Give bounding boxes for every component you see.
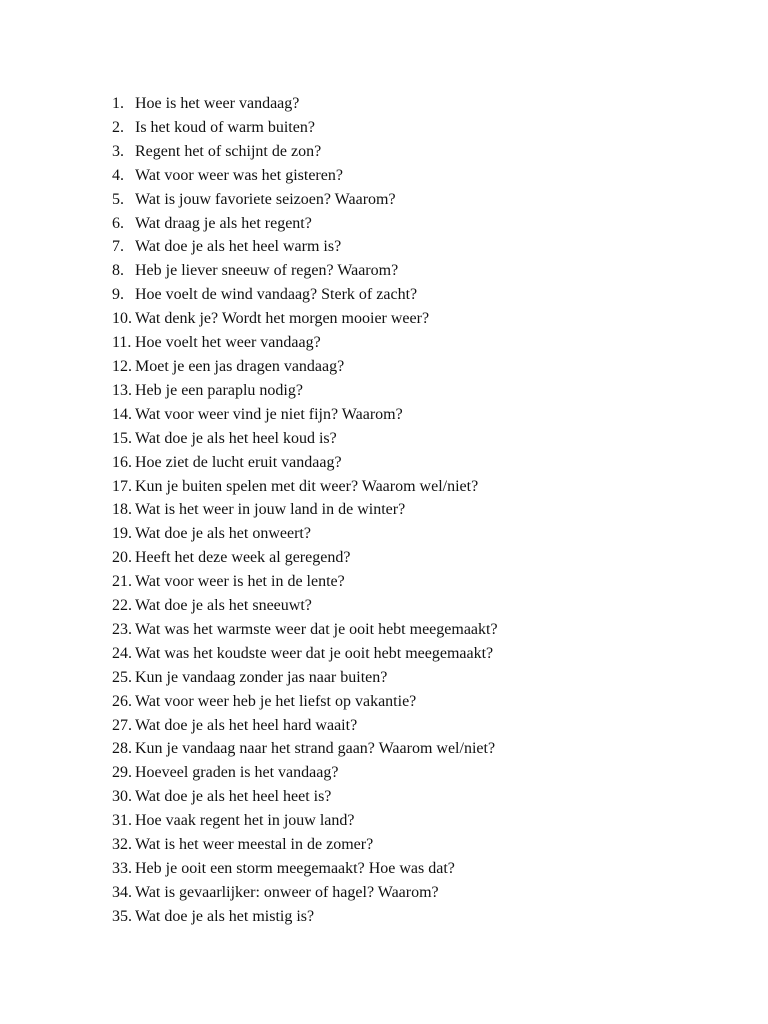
question-item: [112, 212, 498, 236]
question-number: 1.: [112, 95, 124, 112]
question-item: [112, 905, 498, 929]
question-list: [112, 92, 498, 929]
question-text: Hoe is het weer vandaag?: [135, 95, 300, 112]
question-text: Wat is het weer in jouw land in de winter?: [135, 501, 406, 519]
question-number: 7.: [112, 238, 124, 256]
question-text: Kun je vandaag zonder jas naar buiten?: [135, 668, 388, 686]
question-text: Wat voor weer heb je het liefst op vakantie?: [135, 692, 417, 710]
question-text: Wat doe je als het onweert?: [135, 525, 311, 543]
question-text: Wat denk je? Wordt het morgen mooier weer?: [135, 310, 430, 328]
question-item: [112, 164, 498, 188]
question-item: [112, 737, 498, 761]
question-number: 31.: [112, 812, 132, 830]
question-text: Wat voor weer was het gisteren?: [135, 166, 343, 184]
question-number: 16.: [112, 453, 132, 471]
question-item: [112, 188, 498, 212]
question-item: [112, 809, 498, 833]
question-text: Moet je een jas dragen vandaag?: [135, 357, 345, 375]
question-number: 9.: [112, 286, 124, 304]
question-item: [112, 331, 498, 355]
question-text: Hoe voelt het weer vandaag?: [135, 334, 321, 352]
question-number: 35.: [112, 907, 132, 925]
question-item: [112, 140, 498, 164]
question-item: [112, 116, 498, 140]
question-number: 18.: [112, 501, 132, 519]
question-number: 11.: [112, 334, 132, 352]
question-item: [112, 594, 498, 618]
question-text: Wat doe je als het mistig is?: [135, 907, 315, 925]
question-text: Wat draag je als het regent?: [135, 214, 312, 232]
question-text: Heb je liever sneeuw of regen? Waarom?: [135, 262, 399, 280]
question-item: [112, 881, 498, 905]
question-number: 19.: [112, 525, 132, 543]
question-item: [112, 833, 498, 857]
question-number: 5.: [112, 190, 124, 208]
question-number: 30.: [112, 788, 132, 806]
question-text: Heb je ooit een storm meegemaakt? Hoe was dat?: [135, 860, 455, 877]
question-item: [112, 690, 498, 714]
question-number: 28.: [112, 740, 132, 758]
question-text: Wat doe je als het heel hard waait?: [135, 716, 358, 734]
question-text: Wat voor weer vind je niet fijn? Waarom?: [135, 405, 403, 423]
question-item: [112, 427, 498, 451]
question-number: 10.: [112, 310, 132, 328]
question-item: [112, 403, 498, 427]
question-number: 29.: [112, 764, 132, 782]
question-number: 12.: [112, 357, 132, 375]
question-number: 24.: [112, 644, 132, 662]
question-text: Hoe vaak regent het in jouw land?: [135, 812, 355, 830]
question-item: [112, 355, 498, 379]
question-text: Kun je buiten spelen met dit weer? Waarom wel/niet?: [135, 477, 479, 495]
question-number: 4.: [112, 166, 124, 184]
question-number: 17.: [112, 477, 132, 495]
question-text: Wat doe je als het sneeuwt?: [135, 597, 312, 615]
question-item: [112, 498, 498, 522]
question-text: Kun je vandaag naar het strand gaan? Waarom wel/niet?: [135, 740, 496, 758]
question-item: [112, 618, 498, 642]
question-text: Regent het of schijnt de zon?: [135, 142, 322, 160]
question-text: Wat voor weer is het in de lente?: [135, 573, 345, 591]
question-number: 33.: [112, 860, 132, 877]
question-item: [112, 92, 498, 116]
question-number: 26.: [112, 692, 132, 710]
question-item: [112, 642, 498, 666]
question-number: 8.: [112, 262, 124, 280]
question-text: Wat was het koudste weer dat je ooit hebt meegemaakt?: [135, 644, 494, 662]
question-number: 32.: [112, 836, 132, 854]
question-number: 13.: [112, 381, 132, 399]
question-item: [112, 475, 498, 499]
question-item: [112, 379, 498, 403]
question-text: Wat doe je als het heel koud is?: [135, 429, 337, 447]
question-text: Is het koud of warm buiten?: [135, 118, 315, 136]
question-item: [112, 451, 498, 475]
question-item: [112, 283, 498, 307]
question-number: 2.: [112, 118, 124, 136]
question-text: Wat is het weer meestal in de zomer?: [135, 836, 374, 854]
question-text: Wat doe je als het heel warm is?: [135, 238, 342, 256]
question-item: [112, 761, 498, 785]
question-number: 3.: [112, 142, 124, 160]
question-number: 23.: [112, 620, 132, 638]
question-item: [112, 235, 498, 259]
question-text: Wat was het warmste weer dat je ooit hebt meegemaakt?: [135, 620, 498, 638]
question-item: [112, 259, 498, 283]
question-number: 22.: [112, 597, 132, 615]
question-number: 34.: [112, 883, 132, 901]
question-number: 21.: [112, 573, 132, 591]
question-text: Wat is jouw favoriete seizoen? Waarom?: [135, 190, 396, 208]
question-text: Hoe ziet de lucht eruit vandaag?: [135, 453, 342, 471]
question-number: 20.: [112, 549, 132, 567]
question-number: 6.: [112, 214, 124, 232]
question-text: Wat is gevaarlijker: onweer of hagel? Waarom?: [135, 883, 439, 901]
question-number: 14.: [112, 405, 132, 423]
question-item: [112, 714, 498, 738]
question-item: [112, 857, 498, 881]
question-item: [112, 546, 498, 570]
question-item: [112, 307, 498, 331]
question-number: 15.: [112, 429, 132, 447]
question-text: Wat doe je als het heel heet is?: [135, 788, 332, 806]
question-number: 27.: [112, 716, 132, 734]
question-item: [112, 666, 498, 690]
question-number: 25.: [112, 668, 132, 686]
question-item: [112, 522, 498, 546]
question-text: Hoeveel graden is het vandaag?: [135, 764, 339, 782]
question-text: Heeft het deze week al geregend?: [135, 549, 351, 567]
question-text: Hoe voelt de wind vandaag? Sterk of zacht?: [135, 286, 418, 304]
question-item: [112, 785, 498, 809]
question-text: Heb je een paraplu nodig?: [135, 381, 303, 399]
question-item: [112, 570, 498, 594]
